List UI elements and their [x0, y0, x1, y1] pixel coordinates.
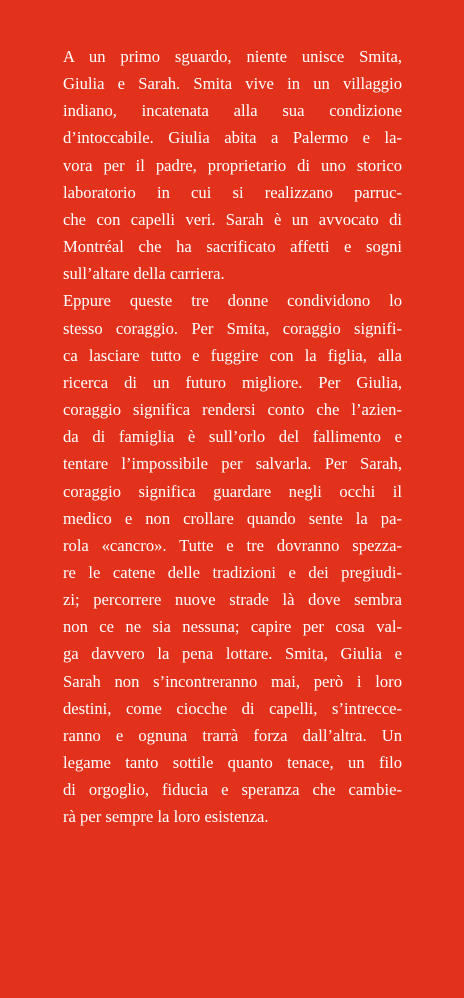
text-line: coraggio significa rendersi conto che l’azien-: [63, 400, 402, 420]
text-line: non ce ne sia nessuna; capire per cosa val-: [63, 617, 402, 637]
text-line: vora per il padre, proprietario di uno storico: [63, 155, 402, 175]
text-line: coraggio significa guardare negli occhi il: [63, 481, 402, 501]
text-line: laboratorio in cui si realizzano parruc-: [63, 182, 402, 202]
text-line: ranno e ognuna trarrà forza dall’altra. Un: [63, 725, 402, 745]
text-line: Eppure queste tre donne condividono lo: [63, 291, 402, 311]
text-line: Sarah non s’incontreranno mai, però i loro: [63, 671, 402, 691]
text-line: A un primo sguardo, niente unisce Smita,: [63, 47, 402, 66]
text-line: tentare l’impossibile per salvarla. Per Sarah,: [63, 454, 402, 474]
text-line: ga davvero la pena lottare. Smita, Giulia e: [63, 644, 402, 664]
text-line: rà per sempre la loro esistenza.: [63, 807, 269, 827]
text-line: ricerca di un futuro migliore. Per Giulia,: [63, 372, 402, 392]
text-line: stesso coraggio. Per Smita, coraggio signifi-: [63, 318, 402, 338]
text-line: d’intoccabile. Giulia abita a Palermo e la-: [63, 128, 402, 148]
text-line: rola «cancro». Tutte e tre dovranno spezza-: [63, 535, 402, 555]
paragraph-body: [63, 287, 402, 830]
text-line: ca lasciare tutto e fuggire con la figlia, alla: [63, 345, 402, 365]
text-line: destini, come ciocche di capelli, s’intrecce-: [63, 698, 402, 718]
text-line: indiano, incatenata alla sua condizione: [63, 101, 402, 121]
text-line: medico e non crollare quando sente la pa-: [63, 508, 402, 528]
text-line: zi; percorrere nuove strade là dove sembra: [63, 590, 402, 610]
text-line: Giulia e Sarah. Smita vive in un villaggio: [63, 74, 402, 94]
text-line: che con capelli veri. Sarah è un avvocato di: [63, 209, 402, 229]
text-line: di orgoglio, fiducia e speranza che cambie-: [63, 780, 402, 800]
text-line: sull’altare della carriera.: [63, 264, 225, 284]
text-line: re le catene delle tradizioni e dei pregiudi-: [63, 562, 402, 582]
text-line: da di famiglia è sull’orlo del fallimento e: [63, 427, 402, 447]
text-line: legame tanto sottile quanto tenace, un filo: [63, 753, 402, 773]
text-line: Montréal che ha sacrificato affetti e sogni: [63, 237, 402, 257]
paragraph-intro: [63, 43, 402, 287]
